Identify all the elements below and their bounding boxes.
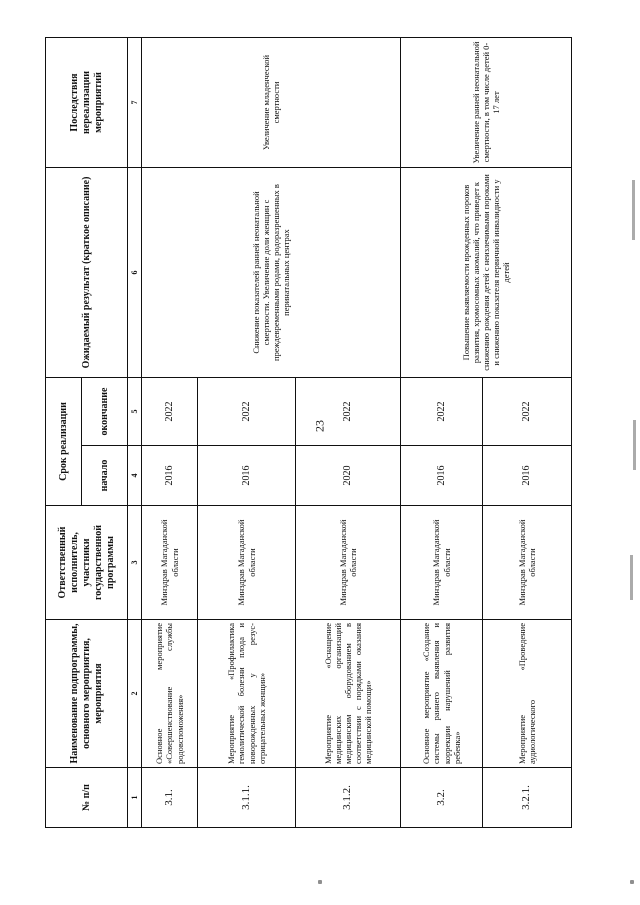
row-end: 2022 (401, 378, 483, 446)
header-term: Срок реализации (46, 378, 82, 506)
row-name: Мероприятие «Профилактика гемолитической болезни плода и новорожденных у резус-отрицательных женщин» (198, 620, 296, 768)
row-name: Основное мероприятие «Совершенствование службы родовспоможения» (142, 620, 198, 768)
scan-edge-mark (632, 180, 635, 240)
scan-edge-mark (633, 420, 636, 470)
row-responsible: Минздрав Магаданской области (483, 506, 572, 620)
result-group-2: Повышение выявляемости врожденных пороков развития, хромосомных аномалий, что приведет к снижению рождения детей с неизлечимыми пороками и снижению показателя первичной инвалидности у детей (401, 168, 572, 378)
page-number: 23 (312, 420, 327, 432)
row-start: 2016 (198, 446, 296, 506)
row-responsible: Минздрав Магаданской области (198, 506, 296, 620)
column-index-7: 7 (128, 38, 142, 168)
header-result: Ожидаемый результат (краткое описание) (46, 168, 128, 378)
row-responsible: Минздрав Магаданской области (142, 506, 198, 620)
row-start: 2016 (401, 446, 483, 506)
row-start: 2016 (483, 446, 572, 506)
table-row (401, 38, 483, 828)
result-group-1: Снижение показателей ранней неонатальной смертности. Увеличение доли женщин с преждевременными родами, родоразрешенных в перинатальных центрах (142, 168, 401, 378)
header-name: Наименование подпрограммы, основного мероприятия, мероприятия (46, 620, 128, 768)
row-start: 2016 (142, 446, 198, 506)
header-end: окончание (82, 378, 128, 446)
header-responsible: Ответственный исполнитель, участники государственной программы (46, 506, 128, 620)
column-index-6: 6 (128, 168, 142, 378)
row-name: Основное мероприятие «Создание системы раннего выявления и коррекции нарушений развития ребенка» (401, 620, 483, 768)
row-responsible: Минздрав Магаданской области (401, 506, 483, 620)
consequence-group-2: Увеличение ранней неонатальной смертности, в том числе детей 0-17 лет (401, 38, 572, 168)
row-num: 3.1.1. (198, 768, 296, 828)
row-end: 2022 (483, 378, 572, 446)
row-start: 2020 (296, 446, 401, 506)
row-num: 3.2. (401, 768, 483, 828)
scan-smudge (630, 880, 634, 884)
row-end: 2022 (198, 378, 296, 446)
row-num: 3.1.2. (296, 768, 401, 828)
table-row (142, 38, 198, 828)
row-num: 3.1. (142, 768, 198, 828)
header-num: № п/п (46, 768, 128, 828)
column-index-4: 4 (128, 446, 142, 506)
row-num: 3.2.1. (483, 768, 572, 828)
column-index-5: 5 (128, 378, 142, 446)
scan-smudge (318, 880, 322, 884)
column-index-1: 1 (128, 768, 142, 828)
row-end: 2022 (142, 378, 198, 446)
header-start: начало (82, 446, 128, 506)
consequence-group-1: Увеличение младенческой смертности (142, 38, 401, 168)
header-consequences: Последствия нереализации мероприятий (46, 38, 128, 168)
scan-edge-mark (630, 555, 633, 600)
row-responsible: Минздрав Магаданской области (296, 506, 401, 620)
column-index-2: 2 (128, 620, 142, 768)
program-activities-table (45, 37, 572, 828)
program-table-page (45, 38, 572, 828)
row-name: Мероприятие «Оснащение медицинских организаций медицинским оборудованием в соответствии с порядками оказания медицинской помощи» (296, 620, 401, 768)
column-index-3: 3 (128, 506, 142, 620)
row-end: 2022 (296, 378, 401, 446)
row-name: Мероприятие «Проведение аудиологического (483, 620, 572, 768)
